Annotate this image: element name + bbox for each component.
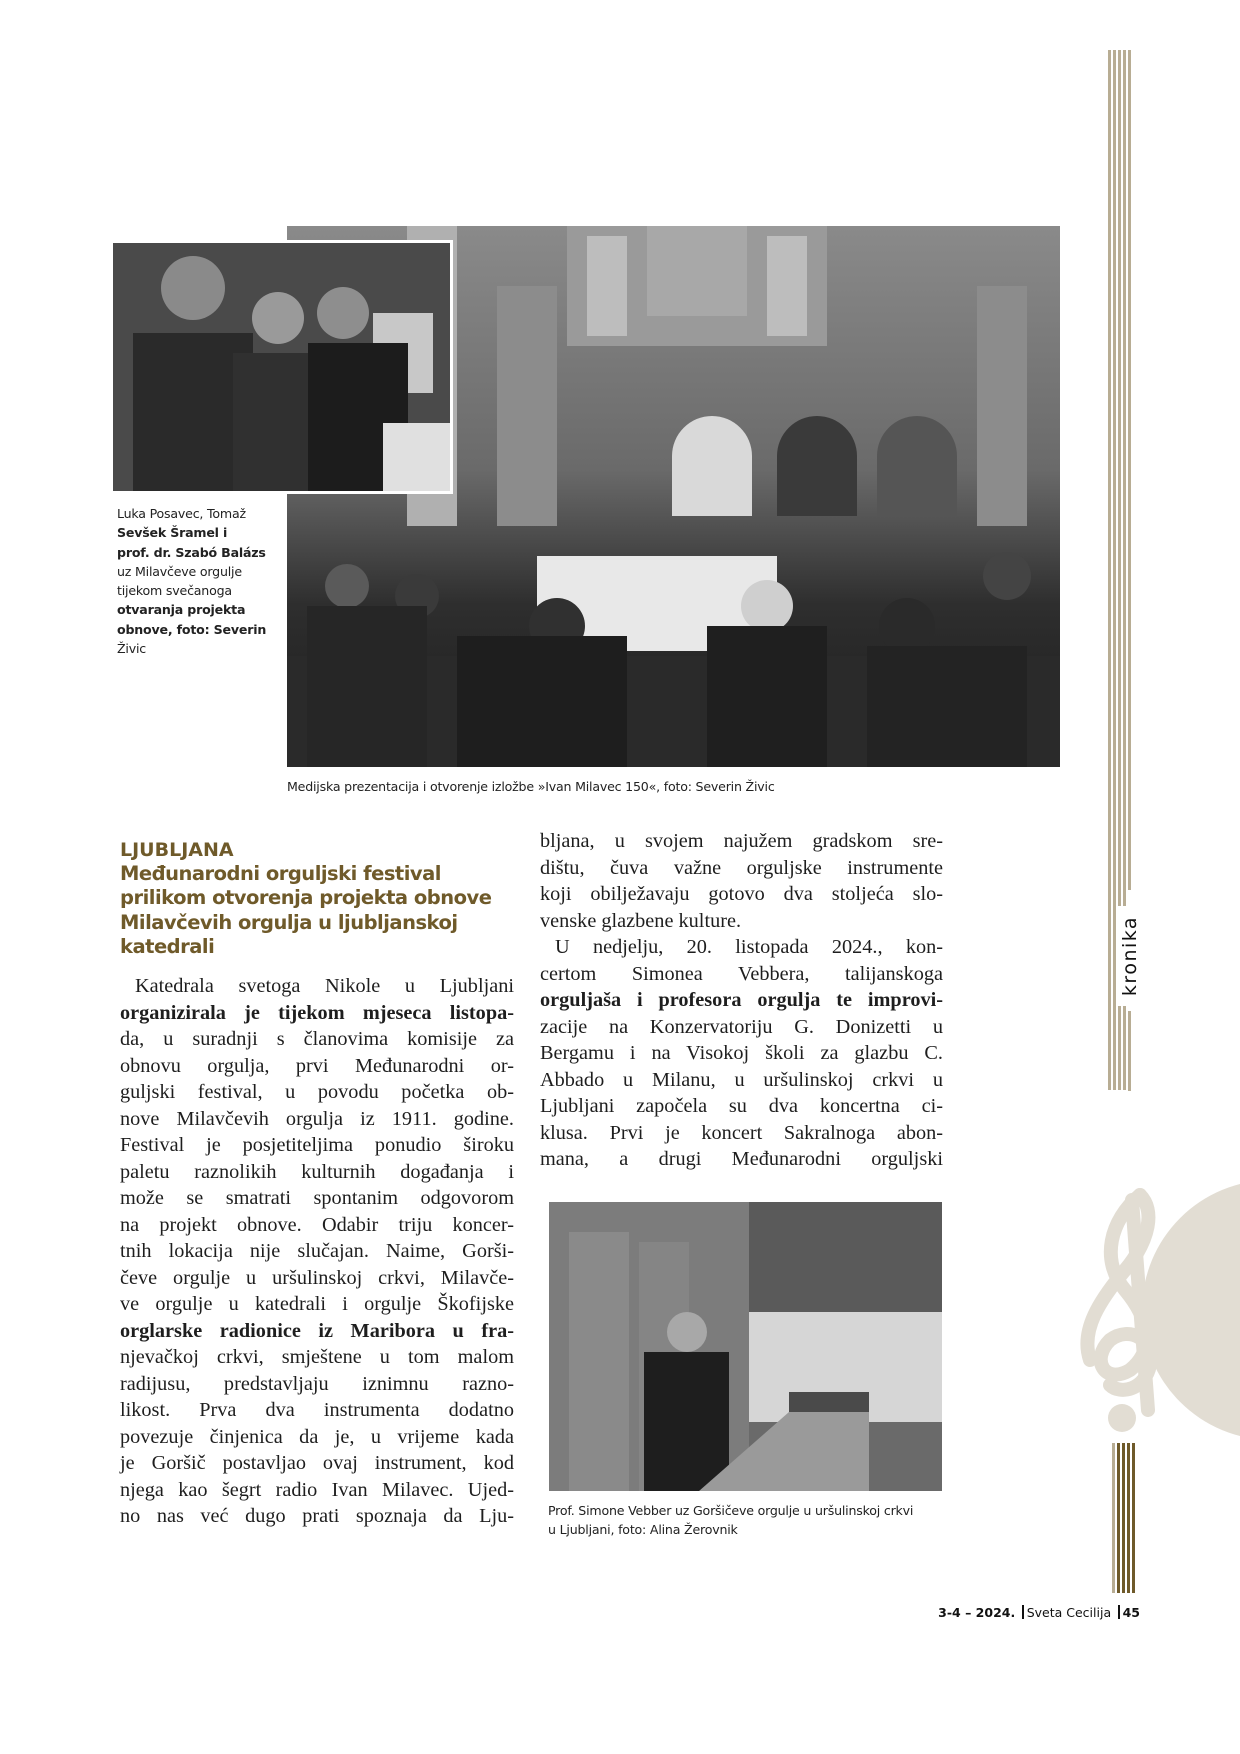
article-title-line: katedrali — [120, 934, 215, 958]
article-column-left — [120, 973, 514, 1530]
article-title-line: prilikom otvorenja projekta obnove — [120, 886, 492, 910]
article-text-line: klusa. Prvi je koncert Sakralnoga abon- — [540, 1121, 943, 1144]
caption-line: Sevšek Šramel i — [117, 525, 228, 541]
article-title-line: Milavčevih orgulja u ljubljanskoj — [120, 910, 458, 934]
article-text-line: paletu raznolikih kulturnih događanja i — [120, 1160, 514, 1183]
caption-main-photo: Medijska prezentacija i otvorenje izložbe »Ivan Milavec 150«, foto: Severin Živic — [287, 779, 775, 794]
caption-line: Prof. Simone Vebber uz Goršičeve orgulje u uršulinskoj crkvi — [548, 1503, 914, 1518]
stave-line — [1108, 50, 1111, 1090]
section-label-text: kronika — [1119, 915, 1141, 997]
photo-simone-vebber-organ — [549, 1202, 942, 1491]
article-text-line: njevačkoj crkvi, smještene u tom malom — [120, 1346, 514, 1368]
article-text-line: da, u suradnji s članovima komisije za — [120, 1028, 514, 1050]
footer-divider — [1118, 1605, 1120, 1619]
page-footer — [938, 1605, 1140, 1620]
stave-line — [1132, 1443, 1135, 1593]
caption-line: otvaranja projekta — [117, 602, 246, 618]
article-text-line: može se smatrati spontanim odgovorom — [120, 1187, 514, 1209]
page-number: 45 — [1122, 1605, 1140, 1620]
article-title-line: Međunarodni orguljski festival — [120, 862, 441, 886]
issue-number: 3-4 – 2024. — [938, 1605, 1016, 1620]
stave-line — [1128, 1011, 1131, 1091]
article-text-line: orguljaša i profesora orgulja te improvi- — [540, 989, 943, 1011]
footer-divider — [1022, 1605, 1024, 1619]
article-text-line: no nas već dugo prati spoznaja da Lju- — [120, 1505, 514, 1527]
caption-line: u Ljubljani, foto: Alina Žerovnik — [548, 1522, 738, 1537]
article-text-line: guljski festival, u povodu početka ob- — [120, 1081, 514, 1103]
article-text-line: radijusu, predstavljaju iznimnu razno- — [120, 1372, 514, 1395]
stave-line — [1117, 1443, 1120, 1593]
stave-line — [1113, 50, 1116, 1090]
article-text-line: je Goršič postavljao ovaj instrument, kod — [120, 1452, 514, 1474]
article-text-line: nove Milavčevih orgulja iz 1911. godine. — [120, 1107, 514, 1130]
article-text-line: orglarske radionice iz Maribora u fra- — [120, 1319, 514, 1342]
article-text-line: povezuje činjenica da je, u vrijeme kada — [120, 1425, 514, 1448]
caption-line: obnove, foto: Severin — [117, 621, 267, 637]
article-text-line: mana, a drugi Međunarodni orguljski — [540, 1148, 943, 1170]
article-text-line: organizirala je tijekom mjeseca listopa- — [120, 1001, 514, 1024]
photo-organ-console-three-men — [113, 243, 450, 491]
article-text-line: dištu, čuva važne orguljske instrumente — [540, 856, 943, 879]
article-text-line: Ljubljani započela su dva koncertna ci- — [540, 1095, 943, 1117]
article-text-line: Katedrala svetoga Nikole u Ljubljani — [135, 975, 514, 997]
article-heading — [120, 838, 510, 959]
caption-vebber-photo — [548, 1501, 968, 1539]
article-text-line: ve orgulje u katedrali i orgulje Škofijske — [120, 1293, 514, 1315]
article-text-line: na projekt obnove. Odabir triju koncer- — [120, 1213, 514, 1236]
inset-photo-placeholder — [113, 243, 450, 491]
treble-clef-icon — [1070, 1180, 1180, 1450]
caption-inset-photo — [117, 504, 285, 658]
section-label — [1118, 906, 1142, 1006]
article-text-line: tnih lokacija nije slučajan. Naime, Gorši- — [120, 1240, 514, 1262]
article-text-line: njega kao šegrt radio Ivan Milavec. Ujed- — [120, 1478, 514, 1501]
article-text-line: likost. Prva dva instrumenta dodatno — [120, 1399, 514, 1421]
article-text-line: Festival je posjetiteljima ponudio široku — [120, 1134, 514, 1156]
caption-line: Luka Posavec, Tomaž — [117, 506, 246, 521]
caption-line: Živic — [117, 641, 147, 657]
article-text-line: bljana, u svojem najužem gradskom sre- — [540, 830, 943, 852]
article-text-line: U nedjelju, 20. listopada 2024., kon- — [555, 936, 943, 958]
stave-line — [1127, 1443, 1130, 1593]
article-text-line: certom Simonea Vebbera, talijanskoga — [540, 962, 943, 985]
magazine-name: Sveta Cecilija — [1026, 1605, 1112, 1620]
article-text-line: zacije na Konzervatoriju G. Donizetti u — [540, 1015, 943, 1038]
article-text-line: obnovu orgulja, prvi Međunarodni or- — [120, 1054, 514, 1077]
caption-line: tijekom svečanoga — [117, 583, 232, 599]
article-text-line: koji obilježavaju gotovo dva stoljeća slo- — [540, 883, 943, 905]
article-kicker: LJUBLJANA — [120, 839, 234, 861]
stave-line — [1112, 1443, 1115, 1593]
caption-line: prof. dr. Szabó Balázs — [117, 544, 266, 560]
vebber-photo-placeholder — [549, 1202, 942, 1491]
stave-line — [1128, 50, 1131, 890]
stave-line — [1122, 1443, 1125, 1593]
article-column-right — [540, 828, 943, 1173]
caption-line: uz Milavčeve orgulje — [117, 563, 242, 579]
article-text-line: Abbado u Milanu, u uršulinskoj crkvi u — [540, 1068, 943, 1091]
article-text-line: Bergamu i na Visokoj školi za glazbu C. — [540, 1042, 943, 1064]
article-text-line: čeve orgulje u uršulinskoj crkvi, Milavče- — [120, 1266, 514, 1289]
article-text-line: venske glazbene kulture. — [540, 909, 742, 932]
